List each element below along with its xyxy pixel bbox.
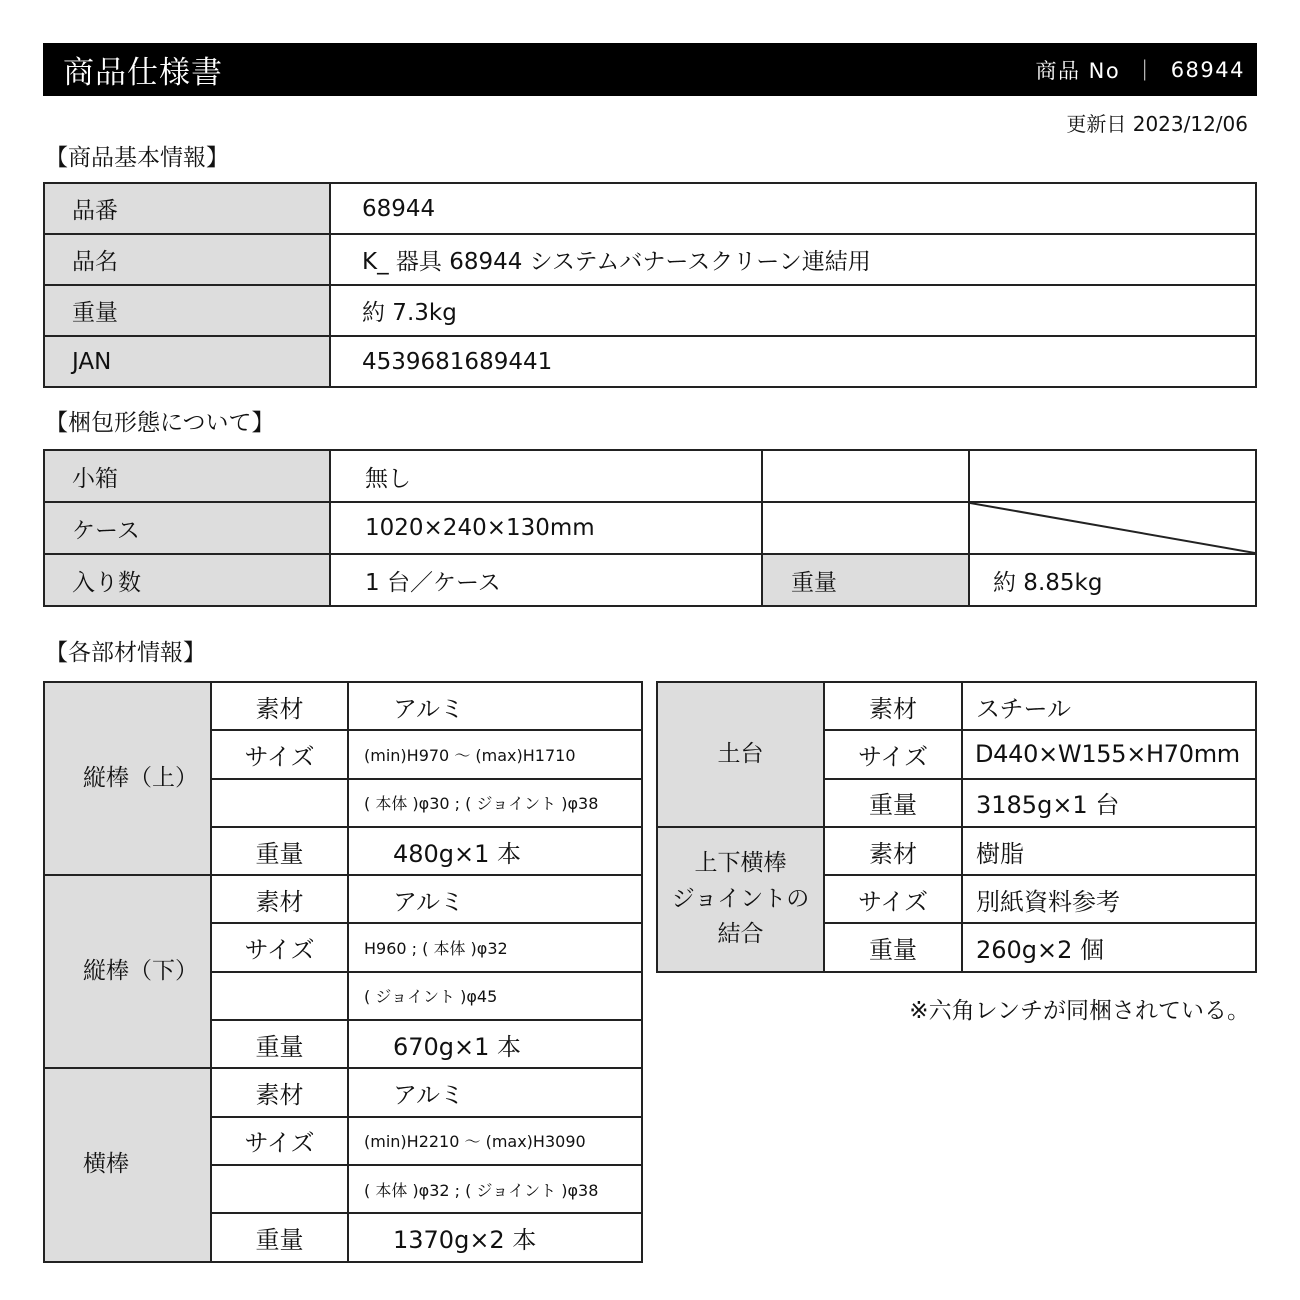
row-value: 4539681689441 xyxy=(330,336,1256,387)
section-title-parts: 【各部材情報】 xyxy=(45,640,206,666)
empty-cell xyxy=(211,779,348,827)
size-value-line2: ( 本体 )φ30 ; ( ジョイント )φ38 xyxy=(348,779,642,827)
attr-label-weight: 重量 xyxy=(824,923,962,971)
empty-cell xyxy=(211,972,348,1020)
attr-label-weight: 重量 xyxy=(211,1213,348,1261)
material-value: アルミ xyxy=(348,1068,642,1116)
attr-label-material: 素材 xyxy=(211,682,348,730)
part-name: 縦棒（上） xyxy=(44,682,211,875)
attr-label-size: サイズ xyxy=(824,875,962,923)
table-row xyxy=(657,682,1256,730)
table-row xyxy=(44,285,1256,336)
material-value: アルミ xyxy=(348,875,642,923)
weight-value: 670g×1 本 xyxy=(348,1020,642,1068)
attr-label-weight: 重量 xyxy=(211,827,348,875)
table-row xyxy=(657,827,1256,875)
weight-value: 約 8.85kg xyxy=(969,554,1256,606)
parts-table-right xyxy=(656,681,1257,973)
part-name-line: 結合 xyxy=(717,921,764,948)
empty-cell xyxy=(762,450,969,502)
row-label: 品名 xyxy=(44,234,330,285)
attr-label-size: サイズ xyxy=(211,1117,348,1165)
table-row xyxy=(44,336,1256,387)
size-value-line2: ( 本体 )φ32 ; ( ジョイント )φ38 xyxy=(348,1165,642,1213)
size-value-line2: ( ジョイント )φ45 xyxy=(348,972,642,1020)
table-row xyxy=(44,183,1256,234)
material-value: スチール xyxy=(962,682,1256,730)
row-value: 1 台／ケース xyxy=(330,554,762,606)
parts-table-left xyxy=(43,681,643,1263)
part-name: 縦棒（下） xyxy=(44,875,211,1068)
size-value: 別紙資料参考 xyxy=(962,875,1256,923)
header-bar xyxy=(43,43,1257,96)
weight-value: 480g×1 本 xyxy=(348,827,642,875)
diagonal-strike-cell xyxy=(969,502,1256,554)
table-row xyxy=(44,450,1256,502)
section-title-basic-info: 【商品基本情報】 xyxy=(45,145,229,171)
product-no-label: 商品 No xyxy=(1035,58,1121,83)
row-label: 小箱 xyxy=(44,450,330,502)
attr-label-weight: 重量 xyxy=(824,779,962,827)
product-no-value: 68944 xyxy=(1170,57,1245,82)
row-label: 品番 xyxy=(44,183,330,234)
weight-value: 3185g×1 台 xyxy=(962,779,1256,827)
attr-label-size: サイズ xyxy=(211,923,348,971)
row-label: ケース xyxy=(44,502,330,554)
table-row xyxy=(44,1068,642,1116)
updated-date: 更新日 2023/12/06 xyxy=(1066,112,1248,136)
part-name-line: ジョイントの xyxy=(671,885,810,912)
table-row xyxy=(44,502,1256,554)
attr-label-size: サイズ xyxy=(211,730,348,778)
row-value: 1020×240×130mm xyxy=(330,502,762,554)
diagonal-line-icon xyxy=(970,503,1255,553)
row-value: 約 7.3kg xyxy=(330,285,1256,336)
basic-info-table xyxy=(43,182,1257,388)
row-value: 無し xyxy=(330,450,762,502)
attr-label-weight: 重量 xyxy=(211,1020,348,1068)
row-value: K_ 器具 68944 システムバナースクリーン連結用 xyxy=(330,234,1256,285)
empty-cell xyxy=(211,1165,348,1213)
size-value-line1: (min)H970 〜 (max)H1710 xyxy=(348,730,642,778)
size-value-line1: H960 ; ( 本体 )φ32 xyxy=(348,923,642,971)
attr-label-material: 素材 xyxy=(824,827,962,875)
part-name: 土台 xyxy=(657,682,824,827)
part-name: 横棒 xyxy=(44,1068,211,1261)
material-value: アルミ xyxy=(348,682,642,730)
weight-value: 260g×2 個 xyxy=(962,923,1256,971)
attr-label-size: サイズ xyxy=(824,730,962,778)
table-row xyxy=(44,875,642,923)
row-value: 68944 xyxy=(330,183,1256,234)
attr-label-material: 素材 xyxy=(824,682,962,730)
row-label: 重量 xyxy=(44,285,330,336)
row-label: 入り数 xyxy=(44,554,330,606)
section-title-packaging: 【梱包形態について】 xyxy=(45,410,275,436)
size-value-line1: (min)H2210 〜 (max)H3090 xyxy=(348,1117,642,1165)
part-name xyxy=(657,827,824,972)
size-value: D440×W155×H70mm xyxy=(962,730,1256,778)
table-row xyxy=(44,234,1256,285)
document-title: 商品仕様書 xyxy=(63,55,223,91)
empty-cell xyxy=(762,502,969,554)
attr-label-material: 素材 xyxy=(211,875,348,923)
weight-label: 重量 xyxy=(762,554,969,606)
table-row xyxy=(44,682,642,730)
separator: ｜ xyxy=(1134,58,1157,83)
material-value: 樹脂 xyxy=(962,827,1256,875)
hex-wrench-note: ※六角レンチが同梱されている。 xyxy=(909,998,1250,1024)
part-name-line: 上下横棒 xyxy=(694,849,787,876)
packaging-table xyxy=(43,449,1257,607)
product-number xyxy=(1035,55,1245,85)
table-row xyxy=(44,554,1256,606)
weight-value: 1370g×2 本 xyxy=(348,1213,642,1261)
row-label: JAN xyxy=(44,336,330,387)
empty-cell xyxy=(969,450,1256,502)
attr-label-material: 素材 xyxy=(211,1068,348,1116)
